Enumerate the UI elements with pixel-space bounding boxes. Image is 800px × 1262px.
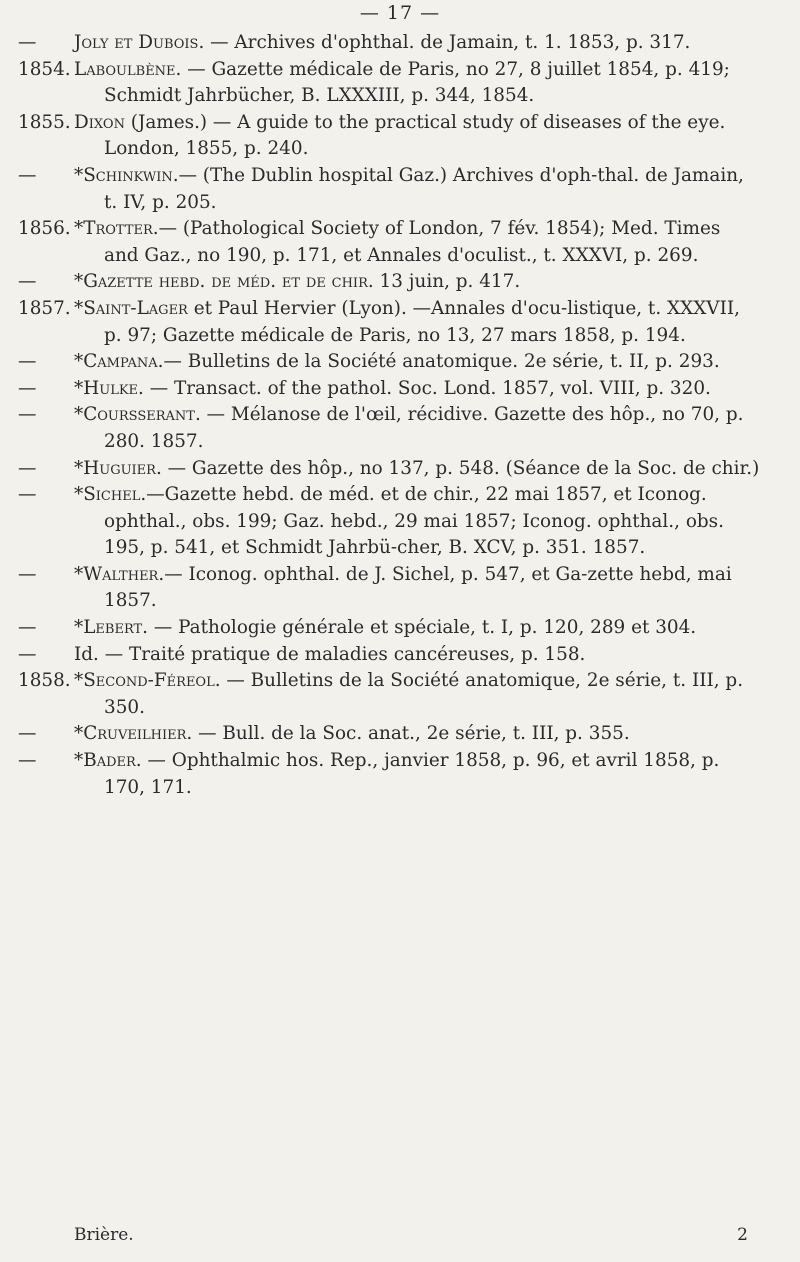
bibliography-entry (0, 562, 800, 615)
footer-sheet-number: 2 (737, 1225, 748, 1245)
entry-author: *Cruveilhier. (74, 723, 193, 745)
bibliography-entry (0, 615, 800, 642)
entry-year: — (18, 32, 37, 53)
entry-author: *Hulke. (74, 377, 144, 399)
entry-reference: 13 juin, p. 417. (373, 271, 521, 293)
entry-year: — (18, 377, 37, 399)
entry-author: Laboulbène. (74, 58, 182, 80)
entry-author: *Second-Féreol. (74, 670, 221, 692)
bibliography-entry (0, 216, 800, 269)
entry-reference: .—Gazette hebd. de méd. et de chir., 22 mai 1857, et Iconog. ophthal., obs. 199; Gaz. hebd., 29 mai 1857; Iconog. ophthal., obs. 195, p. 541, et Schmidt Jahrbü-cher, B. XCV, p. 351. 1857. (104, 484, 724, 559)
bibliography-entry (0, 721, 800, 748)
entry-author: Joly et Dubois. (74, 32, 205, 53)
entry-year: 1858. (18, 670, 71, 692)
bibliography-entry (0, 349, 800, 376)
bibliography-entry (0, 296, 800, 349)
entry-year: — (18, 643, 37, 665)
entry-year: 1857. (18, 297, 71, 319)
bibliography-entry (0, 402, 800, 455)
entry-reference: — Iconog. ophthal. de J. Sichel, p. 547, et Ga-zette hebd, mai 1857. (104, 563, 732, 612)
entry-reference: — Gazette médicale de Paris, no 27, 8 juillet 1854, p. 419; Schmidt Jahrbücher, B. LXXXIII, p. 344, 1854. (104, 58, 730, 107)
bibliography-entry (0, 482, 800, 562)
entry-author: *Huguier. (74, 457, 162, 479)
entry-year: — (18, 271, 37, 293)
entry-author: *Bader. (74, 750, 142, 772)
entry-author: *Lebert. (74, 617, 149, 639)
bibliography-entry (0, 163, 800, 216)
bibliography-entry (0, 748, 800, 801)
entry-year: — (18, 484, 37, 506)
footer-signature: Brière. (74, 1225, 134, 1245)
bibliography-entry (0, 642, 800, 669)
entry-reference: et Paul Hervier (Lyon). —Annales d'ocu-listique, t. XXXVII, p. 97; Gazette médicale de Paris, no 13, 27 mars 1858, p. 194. (104, 297, 740, 346)
entry-reference: — (The Dublin hospital Gaz.) Archives d'oph-thal. de Jamain, t. IV, p. 205. (104, 164, 744, 213)
entry-year: — (18, 617, 37, 639)
entry-reference: — Transact. of the pathol. Soc. Lond. 1857, vol. VIII, p. 320. (143, 377, 711, 399)
bibliography-entry (0, 668, 800, 721)
entry-year: 1856. (18, 218, 71, 240)
entry-reference: — Archives d'ophthal. de Jamain, t. 1. 1853, p. 317. (204, 32, 691, 53)
entry-author: *Walther. (74, 563, 165, 585)
bibliography-entry (0, 376, 800, 403)
entry-author: *Saint-Lager (74, 297, 188, 319)
entry-reference: — Mélanose de l'œil, récidive. Gazette des hôp., no 70, p. 280. 1857. (104, 404, 744, 452)
entry-year: — (18, 164, 37, 186)
entry-year: — (18, 457, 37, 479)
entry-author: *Schinkwin. (74, 164, 179, 186)
entry-author: *Trotter. (74, 218, 159, 240)
bibliography-list (0, 30, 800, 801)
page-number: — 17 — (359, 2, 441, 24)
bibliography-entry (0, 57, 800, 110)
entry-reference: — Gazette des hôp., no 137, p. 548. (Séance de la Soc. de chir.) (161, 457, 760, 479)
page-footer (74, 1225, 748, 1245)
entry-year: 1855. (18, 111, 71, 133)
entry-author: *Sichel (74, 484, 141, 506)
entry-reference: Id. — Traité pratique de maladies cancéreuses, p. 158. (74, 643, 586, 665)
entry-year: — (18, 750, 37, 772)
bibliography-entry (0, 30, 800, 57)
entry-reference: — Bulletins de la Société anatomique. 2e série, t. II, p. 293. (163, 351, 720, 373)
entry-year: — (18, 723, 37, 745)
entry-author: *Coursserant. (74, 404, 201, 426)
entry-reference: — Pathologie générale et spéciale, t. I, p. 120, 289 et 304. (148, 617, 697, 639)
entry-author: *Campana. (74, 351, 164, 373)
entry-reference: — (Pathological Society of London, 7 fév. 1854); Med. Times and Gaz., no 190, p. 171, et Annales d'oculist., t. XXXVI, p. 269. (104, 218, 721, 266)
entry-year: — (18, 563, 37, 585)
bibliography-entry (0, 456, 800, 483)
entry-year: — (18, 404, 37, 426)
entry-reference: — Bulletins de la Société anatomique, 2e série, t. III, p. 350. (104, 670, 744, 718)
bibliography-entry (0, 269, 800, 296)
entry-reference: — Ophthalmic hos. Rep., janvier 1858, p. 96, et avril 1858, p. 170, 171. (104, 750, 720, 798)
entry-reference: (James.) — A guide to the practical study of diseases of the eye. London, 1855, p. 240. (104, 111, 726, 160)
entry-reference: — Bull. de la Soc. anat., 2e série, t. III, p. 355. (192, 723, 630, 745)
entry-year: 1854. (18, 58, 71, 80)
bibliography-entry (0, 110, 800, 163)
entry-author: *Gazette hebd. de méd. et de chir. (74, 271, 374, 293)
entry-author: Dixon (74, 111, 125, 133)
entry-year: — (18, 351, 37, 373)
